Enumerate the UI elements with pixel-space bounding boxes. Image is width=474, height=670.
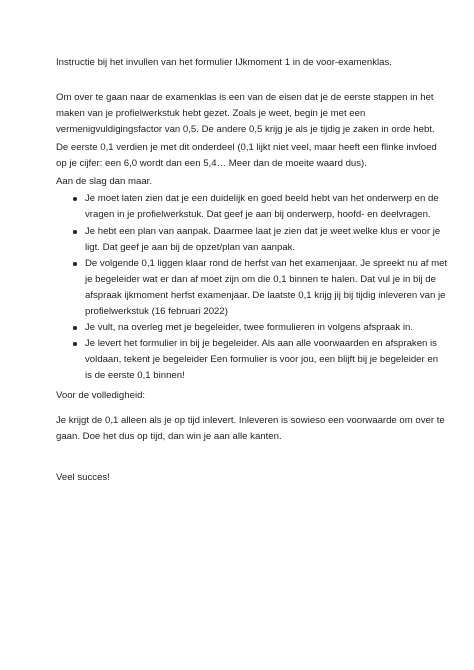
paragraph-line: Je krijgt de 0,1 alleen als je op tijd inlevert. Inleveren is sowieso een voorwaarde om over te xyxy=(56,415,445,426)
paragraph-line: vermenigvuldigingsfactor van 0,5. De andere 0,5 krijg je als je tijdig je zaken in orde hebt. xyxy=(56,124,435,135)
start-line: Aan de slag dan maar. xyxy=(56,176,153,187)
completeness-label: Voor de volledigheid: xyxy=(56,390,146,401)
list-item-line: Je levert het formulier in bij je begeleider. Als aan alle voorwaarden en afspraken is xyxy=(85,338,437,349)
paragraph-line: maken van je profielwerkstuk hebt gezet. Zoals je weet, begin je met een xyxy=(56,108,366,119)
bullet-icon xyxy=(73,326,77,330)
list-item-line: je begeleider wat er dan af moet zijn om die 0,1 binnen te halen. Dat vul je in bij de xyxy=(85,274,436,285)
list-item-line: is de eerste 0,1 binnen! xyxy=(85,370,185,381)
list-item-line: profielwerkstuk (16 februari 2022) xyxy=(85,306,228,317)
list-item-line: ligt. Dat geef je aan bij de opzet/plan van aanpak. xyxy=(85,242,296,253)
bullet-icon xyxy=(73,230,77,234)
paragraph-line: gaan. Doe het dus op tijd, dan win je aan alle kanten. xyxy=(56,431,282,442)
bullet-icon xyxy=(73,197,77,201)
list-item-line: vragen in je profielwerkstuk. Dat geef je aan bij onderwerp, hoofd- en deelvragen. xyxy=(85,209,431,220)
list-item-line: voldaan, tekent je begeleider Een formulier is voor jou, een blijft bij je begeleider en xyxy=(85,354,439,365)
paragraph-line: Om over te gaan naar de examenklas is een van de eisen dat je de eerste stappen in het xyxy=(56,92,434,103)
bullet-icon xyxy=(73,342,77,346)
document-title: Instructie bij het invullen van het formulier IJkmoment 1 in de voor-examenklas. xyxy=(56,57,392,68)
bullet-icon xyxy=(73,262,77,266)
paragraph-line: op je cijfer: een 6,0 wordt dan een 5,4… Meer dan de moeite waard dus). xyxy=(56,158,367,169)
list-item-line: Je moet laten zien dat je een duidelijk en goed beeld hebt van het onderwerp en de xyxy=(85,193,439,204)
list-item-line: De volgende 0,1 liggen klaar rond de herfst van het examenjaar. Je spreekt nu af met xyxy=(85,258,448,269)
list-item-line: Je vult, na overleg met je begeleider, twee formulieren in volgens afspraak in. xyxy=(85,322,413,333)
list-item-line: Je hebt een plan van aanpak. Daarmee laat je zien dat je weet welke klus er voor je xyxy=(85,226,441,237)
list-item-line: afspraak ijkmoment herfst examenjaar. De laatste 0,1 krijg jij bij tijdig inleveren van je xyxy=(85,290,446,301)
paragraph-line: De eerste 0,1 verdien je met dit onderdeel (0,1 lijkt niet veel, maar heeft een flinke invloed xyxy=(56,142,437,153)
closing-text: Veel succes! xyxy=(56,472,110,483)
